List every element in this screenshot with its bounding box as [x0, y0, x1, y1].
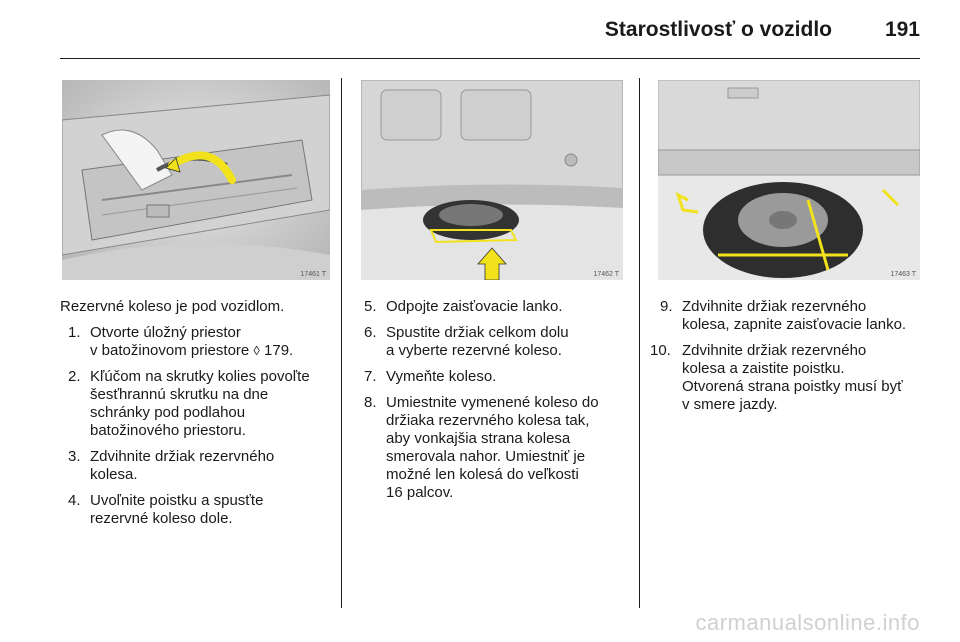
trunk-floor-illustration	[62, 80, 330, 280]
column-divider-1	[341, 78, 342, 608]
page-number: 191	[884, 18, 920, 41]
page-reference-link[interactable]: 179.	[264, 342, 294, 359]
header-rule	[60, 58, 920, 59]
list-item: 4. Uvoľnite poistku a spusťte rezervné koleso dole.	[68, 492, 264, 527]
page-title: Starostlivosť o vozidlo	[604, 18, 832, 41]
page-reference-icon: ◊	[253, 343, 260, 358]
list-item: 1. Otvorte úložný priestor v batožinovom priestore ◊ 179.	[68, 324, 294, 359]
list-item: 3. Zdvihnite držiak rezervného kolesa.	[68, 448, 275, 483]
list-item: 9. Zdvihnite držiak rezervného kolesa, zapnite zaisťovacie lanko.	[660, 298, 907, 333]
list-item: 8. Umiestnite vymenené koleso do držiaka rezervného kolesa tak, aby vonkajšia strana kolesa smerovala nahor. Umiestniť je možné len kolesá do veľkosti 16 palcov.	[364, 394, 599, 501]
watermark: carmanualsonline.info	[695, 610, 920, 635]
intro-paragraph: Rezervné koleso je pod vozidlom.	[60, 298, 285, 315]
figure-code: 17462 T	[593, 271, 619, 278]
figure-spare-wheel-lowered	[361, 80, 623, 280]
list-item: 7. Vymeňte koleso.	[364, 368, 497, 385]
figure-spare-wheel-holder	[658, 80, 920, 280]
spare-wheel-lowered-illustration	[361, 80, 623, 280]
column-3	[650, 298, 940, 422]
spare-wheel-holder-illustration	[658, 80, 920, 280]
column-2	[364, 298, 634, 510]
figure-code: 17463 T	[890, 271, 916, 278]
column-1	[60, 298, 330, 536]
list-item: 5. Odpojte zaisťovacie lanko.	[364, 298, 563, 315]
figure-trunk-floor	[62, 80, 330, 280]
list-item: 10. Zdvihnite držiak rezervného kolesa a zaistite poistku. Otvorená strana poistky musí byť v smere jazdy.	[650, 342, 903, 413]
column-divider-2	[639, 78, 640, 608]
list-item: 2. Kľúčom na skrutky kolies povoľte šesťhrannú skrutku na dne schránky pod podlahou batožinového priestoru.	[68, 368, 310, 439]
figure-code: 17461 T	[300, 271, 326, 278]
list-item: 6. Spustite držiak celkom dolu a vyberte rezervné koleso.	[364, 324, 569, 359]
